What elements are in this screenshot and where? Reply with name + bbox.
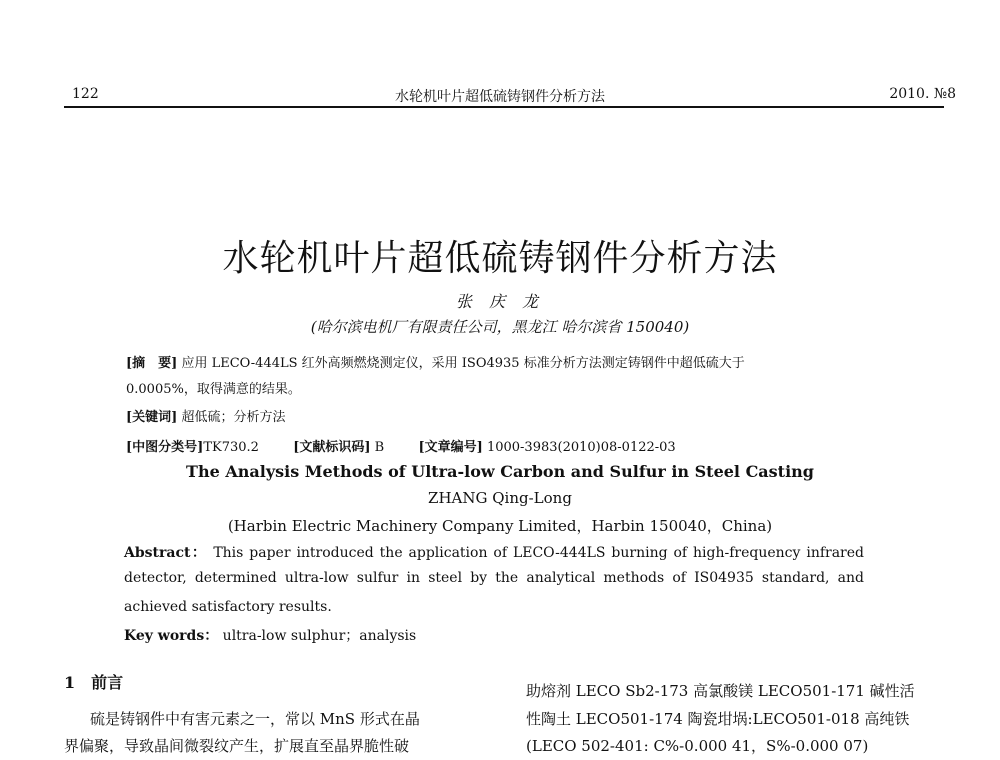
abstract-en (124, 542, 864, 562)
article-title-en: The Analysis Methods of Ultra-low Carbon and Sulfur in Steel Casting (186, 462, 814, 481)
article-title-cn: 水轮机叶片超低硫铸钢件分析方法 (222, 238, 778, 279)
clc-value: TK730.2 (203, 440, 259, 455)
body-right-line-2: 性陶土 LECO501-174 陶瓷坩埚:LECO501-018 高纯铁 (526, 710, 910, 728)
body-right-line-1: 助熔剂 LECO Sb2-173 高氯酸镁 LECO501-171 碱性活 (526, 682, 915, 700)
keywords-cn-text: 超低硫；分析方法 (181, 410, 286, 425)
abstract-en-text-3: achieved satisfactory results. (124, 599, 332, 615)
abstract-cn-text-2: 0.0005%，取得满意的结果。 (126, 382, 301, 397)
classification-line (126, 436, 676, 455)
keywords-en-text: ultra-low sulphur；analysis (222, 628, 417, 644)
abstract-en-text-2: detector, determined ultra-low sulfur in steel by the analytical methods of IS04935 standard, and (124, 570, 864, 586)
abstract-cn-label: [摘 要] (126, 356, 178, 371)
header-rule (64, 106, 944, 108)
body-right-line-3: (LECO 502-401: C%-0.000 41，S%-0.000 07) (526, 737, 869, 755)
author-en: ZHANG Qing-Long (428, 489, 572, 507)
clc-label: [中图分类号] (126, 440, 204, 455)
author-cn: 张 庆 龙 (455, 292, 545, 311)
page-number: 122 (72, 86, 99, 102)
affiliation-en: (Harbin Electric Machinery Company Limited，Harbin 150040，China) (227, 517, 773, 535)
keywords-cn-label: [关键词] (126, 410, 178, 425)
article-no-label: [文章编号] (418, 440, 483, 455)
abstract-en-text-1: This paper introduced the application of LECO-444LS burning of high-frequency infrared (213, 545, 864, 561)
abstract-cn-text-1: 应用 LECO-444LS 红外高频燃烧测定仪，采用 ISO4935 标准分析方法测定铸钢件中超低硫大于 (181, 356, 745, 371)
body-left-line-2: 界偏聚，导致晶间微裂纹产生，扩展直至晶界脆性破 (64, 737, 410, 755)
keywords-cn (126, 406, 285, 425)
abstract-en-label: Abstract： (124, 545, 208, 561)
keywords-en-label: Key words： (124, 628, 219, 644)
issue-number: 2010. №8 (889, 86, 956, 102)
abstract-cn (126, 352, 745, 371)
doc-code-value: B (374, 440, 385, 455)
section-heading: 1 前言 (64, 673, 124, 692)
keywords-en (124, 625, 864, 645)
doc-code-label: [文献标识码] (293, 440, 371, 455)
body-left-line-1: 硫是铸钢件中有害元素之一，常以 MnS 形式在晶 (90, 710, 420, 728)
affiliation-cn: (哈尔滨电机厂有限责任公司，黑龙江 哈尔滨省 150040) (310, 318, 690, 336)
article-no-value: 1000-3983(2010)08-0122-03 (486, 440, 676, 455)
running-title: 水轮机叶片超低硫铸钢件分析方法 (395, 89, 605, 105)
